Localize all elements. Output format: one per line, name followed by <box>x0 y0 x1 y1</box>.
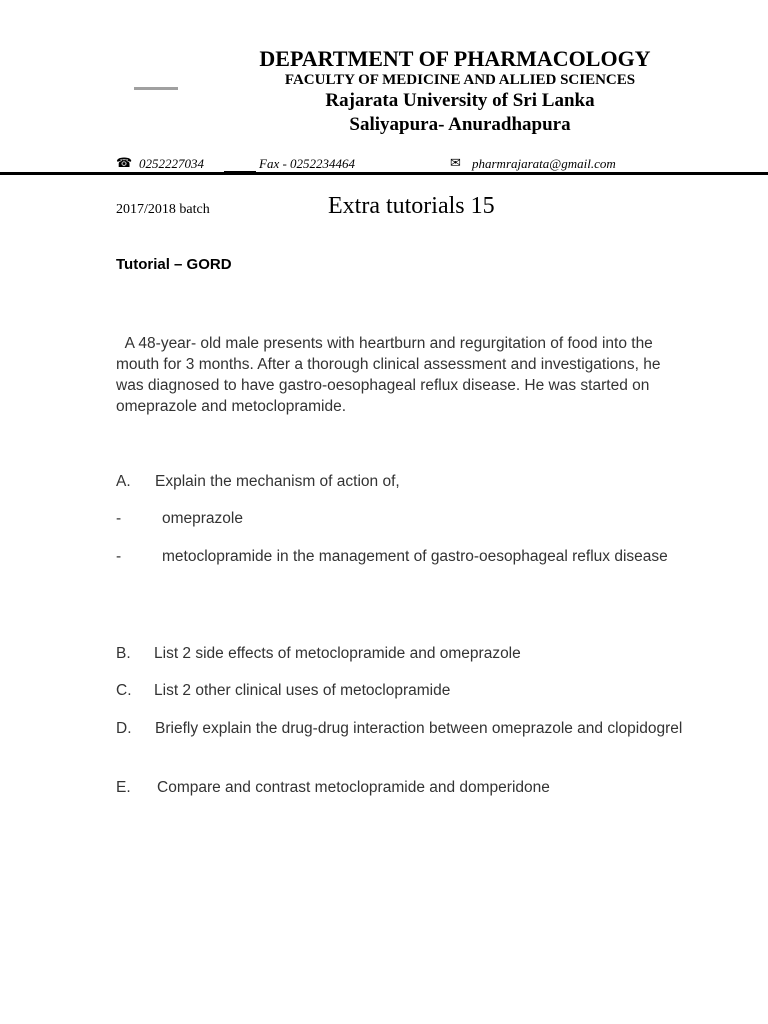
question-a-bullet-2 <box>116 546 686 567</box>
university-address: Saliyapura- Anuradhapura <box>349 114 571 135</box>
batch-label: 2017/2018 batch <box>116 202 210 217</box>
bullet-1-text: omeprazole <box>162 510 243 527</box>
question-c-label: C. <box>116 682 132 699</box>
case-description <box>116 333 686 417</box>
email-address[interactable]: pharmrajarata@gmail.com <box>472 156 616 171</box>
department-name: DEPARTMENT OF PHARMACOLOGY <box>259 46 651 71</box>
bullet-2-label: - <box>116 548 122 565</box>
phone-number: 0252227034 <box>139 156 204 171</box>
bullet-2-text: metoclopramide in the management of gastro-oesophageal reflux disease <box>162 548 668 565</box>
question-d-text: Briefly explain the drug-drug interaction between omeprazole and clopidogrel <box>155 720 683 737</box>
question-c-text: List 2 other clinical uses of metoclopramide <box>154 682 451 699</box>
university-name: Rajarata University of Sri Lanka <box>325 90 595 111</box>
question-a-bullet-1 <box>116 508 686 529</box>
question-a <box>116 471 686 492</box>
question-a-text: Explain the mechanism of action of, <box>155 473 400 490</box>
question-d <box>116 718 686 739</box>
question-d-label: D. <box>116 720 132 737</box>
mail-icon: ✉ <box>450 155 461 170</box>
question-b <box>116 643 686 664</box>
phone-icon: ☎ <box>116 155 133 170</box>
question-b-text: List 2 side effects of metoclopramide and omeprazole <box>154 645 521 662</box>
fax-number: Fax - 0252234464 <box>259 156 356 171</box>
case-text: A 48-year- old male presents with heartburn and regurgitation of food into the mouth for 3 months. After a thorough clinical assessment and investigations, he was diagnosed to have gastro-oesophageal reflux disease. He was started on omeprazole and metoclopramide. <box>116 335 661 415</box>
question-b-label: B. <box>116 645 131 662</box>
question-e-label: E. <box>116 779 131 796</box>
page-title: Extra tutorials 15 <box>328 193 495 219</box>
bullet-1-label: - <box>116 510 122 527</box>
question-c <box>116 680 686 701</box>
question-e <box>116 777 686 798</box>
faculty-name: FACULTY OF MEDICINE AND ALLIED SCIENCES <box>284 72 636 88</box>
question-a-label: A. <box>116 473 131 490</box>
question-e-text: Compare and contrast metoclopramide and domperidone <box>157 779 550 796</box>
header-divider <box>0 172 768 175</box>
tutorial-subtitle: Tutorial – GORD <box>116 256 232 273</box>
